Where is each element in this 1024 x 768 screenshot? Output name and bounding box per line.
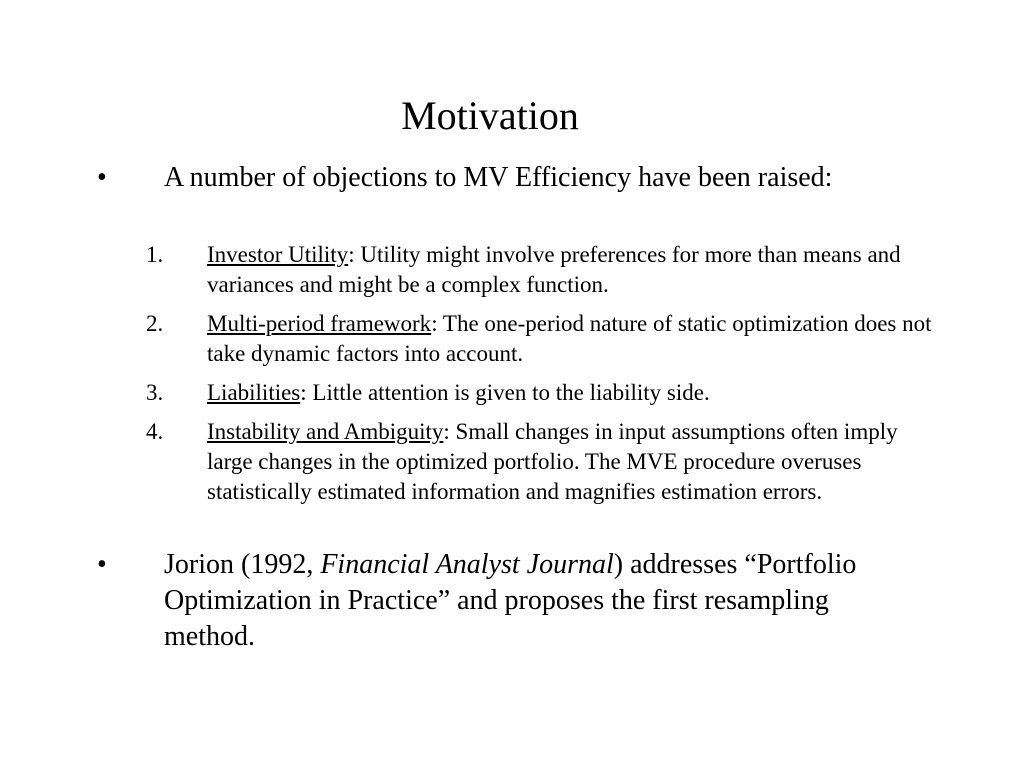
- slide-title: Motivation: [401, 93, 579, 138]
- list-item: [0, 309, 1024, 369]
- list-item-body: : Small changes in input assumptions often imply large changes in the optimized portfolio. The MVE procedure overuses statistically estimated information and magnifies estimation errors.: [207, 419, 898, 504]
- bullet-text: [164, 547, 924, 655]
- list-item-text: [207, 378, 947, 408]
- list-item-body: : The one-period nature of static optimization does not take dynamic factors into account.: [207, 311, 932, 366]
- objections-list: [0, 240, 1024, 507]
- list-item: [0, 417, 1024, 507]
- list-item-text: [207, 240, 947, 300]
- list-item-number: 3.: [146, 380, 164, 405]
- list-item-body: : Little attention is given to the liability side.: [300, 380, 710, 405]
- list-item-text: [207, 309, 947, 369]
- bullet-marker: •: [97, 549, 107, 580]
- list-item-body: : Utility might involve preferences for more than means and variances and might be a complex function.: [207, 242, 901, 297]
- list-item-text: [207, 417, 947, 507]
- list-item-number: 2.: [146, 311, 164, 336]
- list-item-heading: Investor Utility: [207, 242, 349, 267]
- list-item: [0, 378, 1024, 408]
- journal-name: Financial Analyst Journal: [320, 549, 614, 580]
- list-item-number: 4.: [146, 419, 164, 444]
- bullet-text-end: ) addresses “Portfolio Optimization in Practice” and proposes the first resampling method.: [164, 549, 857, 652]
- list-item-number: 1.: [146, 242, 164, 267]
- list-item-heading: Instability and Ambiguity: [207, 419, 444, 444]
- list-item-heading: Multi-period framework: [207, 311, 432, 336]
- bullet-text: A number of objections to MV Efficiency have been raised:: [164, 162, 833, 193]
- bullet-marker: •: [97, 162, 107, 193]
- list-item-heading: Liabilities: [207, 380, 301, 405]
- bullet-text-start: Jorion (1992,: [164, 549, 321, 580]
- list-item: [0, 240, 1024, 300]
